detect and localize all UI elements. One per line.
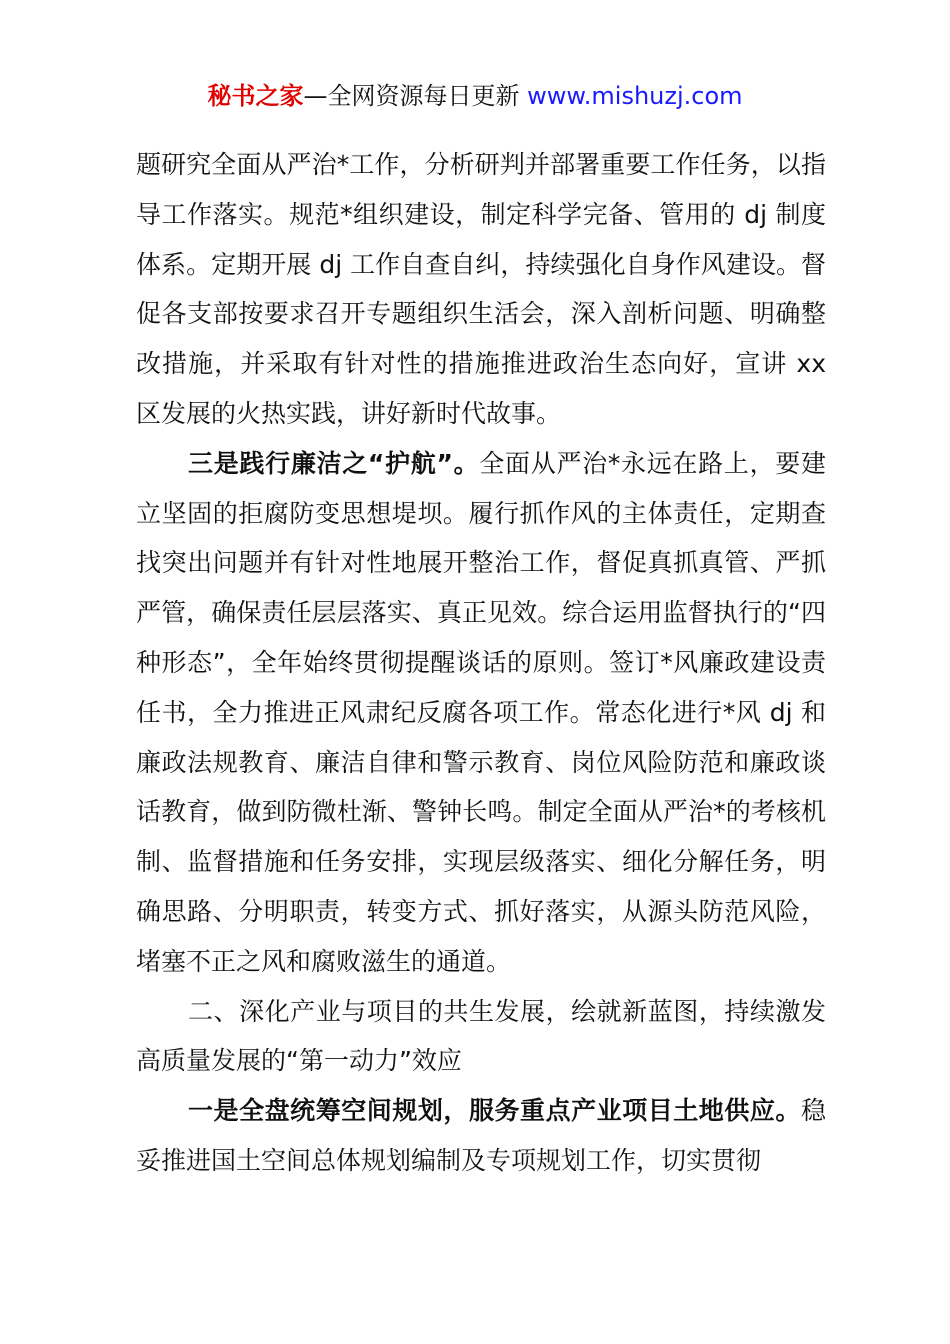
paragraph-integrity-heading: 三是践行廉洁之“护航”。 bbox=[188, 448, 480, 478]
site-header bbox=[0, 78, 950, 114]
site-tagline: —全网资源每日更新 bbox=[303, 82, 520, 110]
site-url-link[interactable]: www.mishuzj.com bbox=[527, 82, 743, 110]
paragraph-integrity-text: 全面从严治*永远在路上，要建立坚固的拒腐防变思想堤坝。履行抓作风的主体责任，定期查找突出问题并有针对性地展开整治工作，督促真抓真管、严抓严管，确保责任层层落实、真正见效。综合运用监督执行的“四种形态”，全年始终贯彻提醒谈话的原则。签订*风廉政建设责任书，全力推进正风肃纪反腐各项工作。常态化进行*风 dj 和廉政法规教育、廉洁自律和警示教育、岗位风险防范和廉政谈话教育，做到防微杜渐、警钟长鸣。制定全面从严治*的考核机制、监督措施和任务安排，实现层级落实、细化分解任务，明确思路、分明职责，转变方式、抓好落实，从源头防范风险，堵塞不正之风和腐败滋生的通道。 bbox=[136, 448, 826, 976]
paragraph-spatial-planning-heading: 一是全盘统筹空间规划，服务重点产业项目土地供应。 bbox=[188, 1096, 801, 1126]
paragraph-spatial-planning bbox=[136, 1086, 826, 1186]
site-brand: 秘书之家 bbox=[207, 82, 304, 110]
document-body bbox=[136, 140, 826, 1186]
paragraph-integrity bbox=[136, 439, 826, 987]
section-heading-two: 二、深化产业与项目的共生发展，绘就新蓝图，持续激发高质量发展的“第一动力”效应 bbox=[136, 996, 826, 1076]
paragraph-continuation: 题研究全面从严治*工作，分析研判并部署重要工作任务，以指导工作落实。规范*组织建设，制定科学完备、管用的 dj 制度体系。定期开展 dj 工作自查自纠，持续强化自身作风建设。督促各支部按要求召开专题组织生活会，深入剖析问题、明确整改措施，并采取有针对性的措施推进政治生态向好，宣讲 xx 区发展的火热实践，讲好新时代故事。 bbox=[136, 150, 826, 428]
paragraph-spatial-planning-text: 稳妥推进国土空间总体规划编制及专项规划工作，切实贯彻 bbox=[136, 1096, 826, 1175]
